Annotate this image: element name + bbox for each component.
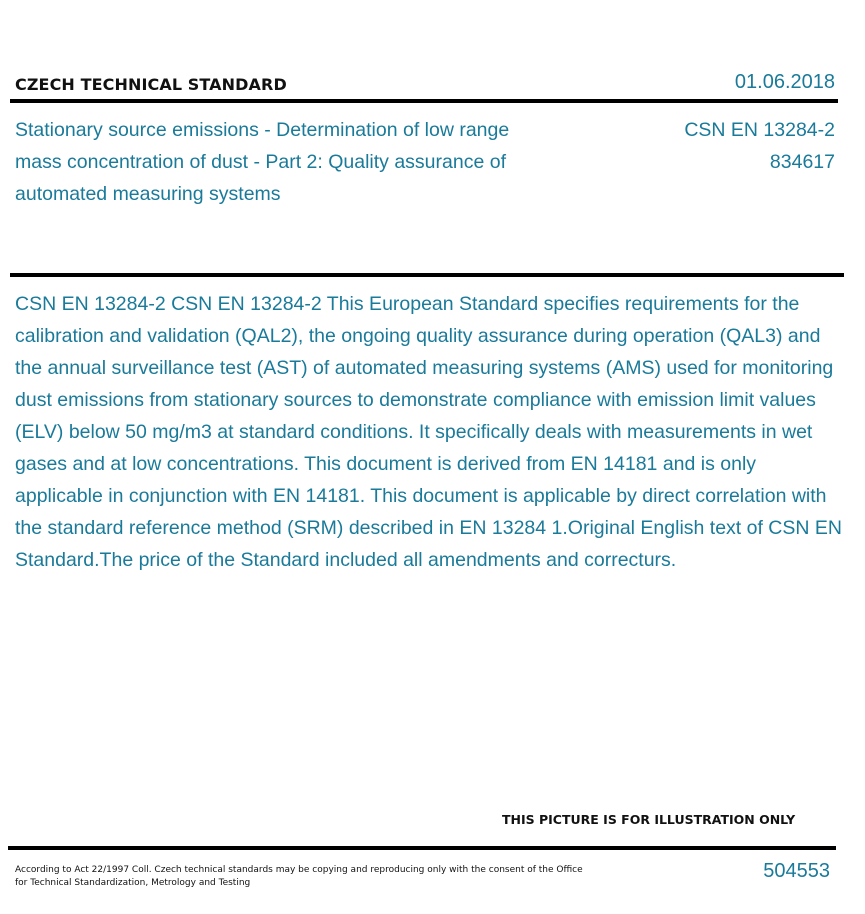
illustration-note: THIS PICTURE IS FOR ILLUSTRATION ONLY: [502, 812, 796, 827]
header-rule: [10, 99, 838, 103]
abstract-text: CSN EN 13284-2 CSN EN 13284-2 This European Standard specifies requirements for the calibration and validation (QAL2), the ongoing quality assurance during operation (QAL3) and the annual surveillance test (AST) of automated measuring systems (AMS) used for monitoring dust emissions from stationary sources to demonstrate compliance with emission limit values (ELV) below 50 mg/m3 at standard conditions. It specifically deals with measurements in wet gases and at low concentrations. This document is derived from EN 14181 and is only applicable in conjunction with EN 14181. This document is applicable by direct correlation with the standard reference method (SRM) described in EN 13284 1.Original English text of CSN EN Standard.The price of the Standard included all amendments and correcturs.: [15, 293, 842, 571]
header-title: CZECH TECHNICAL STANDARD: [15, 75, 287, 94]
header-date: 01.06.2018: [734, 71, 835, 93]
footer-legal-note: According to Act 22/1997 Coll. Czech technical standards may be copying and reproducing only with the consent of the Office for Technical Standardization, Metrology and Testing: [15, 865, 583, 888]
standard-codes: [684, 114, 835, 178]
standard-code: CSN EN 13284-2: [684, 119, 835, 141]
section-rule: [10, 273, 844, 277]
footer-document-id: 504553: [763, 860, 830, 882]
footer-rule: [8, 846, 836, 850]
standard-title: Stationary source emissions - Determination of low range mass concentration of dust - Part 2: Quality assurance of automated measuring systems: [15, 119, 510, 205]
catalog-number: 834617: [769, 151, 835, 173]
